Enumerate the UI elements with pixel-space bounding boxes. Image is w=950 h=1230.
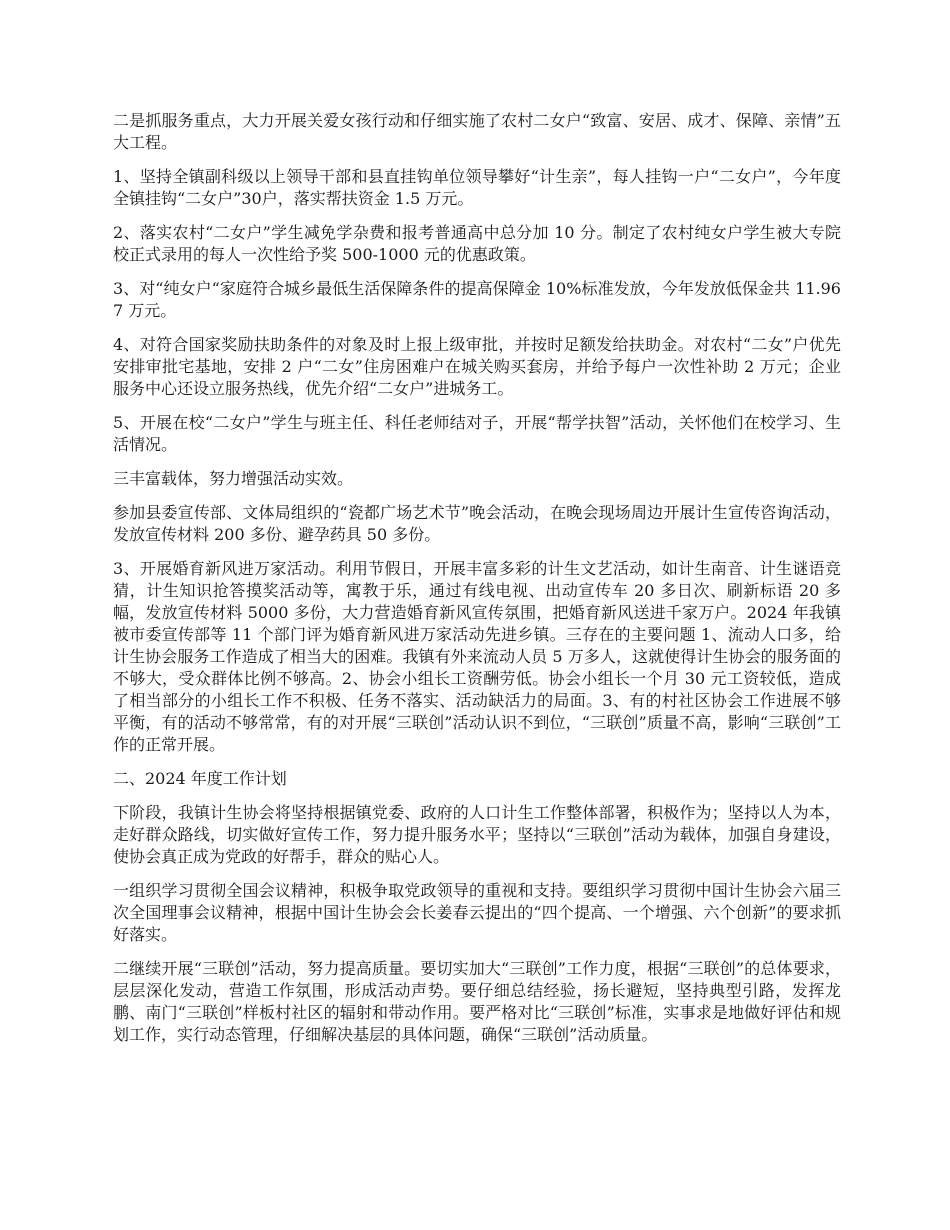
paragraph: 下阶段，我镇计生协会将坚持根据镇党委、政府的人口计生工作整体部署，积极作为；坚持以人为本，走好群众路线，切实做好宣传工作，努力提升服务水平；坚持以“三联创”活动为载体，加强自身建设，使协会真正成为党政的好帮手，群众的贴心人。	[113, 803, 841, 866]
paragraph: 二继续开展“三联创”活动，努力提高质量。要切实加大“三联创”工作力度，根据“三联创”的总体要求，层层深化发动，营造工作氛围，形成活动声势。要仔细总结经验，扬长避短，坚持典型引路，发挥龙鹏、南门“三联创”样板村社区的辐射和带动作用。要严格对比“三联创”标准，实事求是地做好评估和规划工作，实行动态管理，仔细解决基层的具体问题，确保“三联创”活动质量。	[113, 959, 841, 1044]
paragraph: 4、对符合国家奖励扶助条件的对象及时上报上级审批，并按时足额发给扶助金。对农村“二女”户优先安排审批宅基地，安排 2 户“二女”住房困难户在城关购买套房，并给予每户一次性补助 2 万元；企业服务中心还设立服务热线，优先介绍“二女户”进城务工。	[113, 335, 841, 398]
paragraph: 3、开展婚育新风进万家活动。利用节假日，开展丰富多彩的计生文艺活动，如计生南音、计生谜语竞猜，计生知识抢答摸奖活动等，寓教于乐，通过有线电视、出动宣传车 20 多日次、刷新标语 20 多幅，发放宣传材料 5000 多份，大力营造婚育新风宣传氛围，把婚育新风送进千家万户。2024 年我镇被市委宣传部等 11 个部门评为婚育新风进万家活动先进乡镇。三存在的主要问题 1、流动人口多，给计生协会服务工作造成了相当大的困难。我镇有外来流动人员 5 万多人，这就使得计生协会的服务面的不够大，受众群体比例不够高。2、协会小组长工资酬劳低。协会小组长一个月 30 元工资较低，造成了相当部分的小组长工作不积极、任务不落实、活动缺活力的局面。3、有的村社区协会工作进展不够平衡，有的活动不够常常，有的对开展“三联创”活动认识不到位，“三联创”质量不高，影响“三联创”工作的正常开展。	[113, 559, 841, 754]
paragraph: 一组织学习贯彻全国会议精神，积极争取党政领导的重视和支持。要组织学习贯彻中国计生协会六届三次全国理事会议精神，根据中国计生协会会长姜春云提出的“四个提高、一个增强、六个创新”的要求抓好落实。	[113, 881, 841, 944]
document-body	[113, 110, 841, 1058]
paragraph: 3、对“纯女户“家庭符合城乡最低生活保障条件的提高保障金 10%标准发放，今年发放低保金共 11.967 万元。	[113, 279, 841, 320]
paragraph: 5、开展在校“二女户”学生与班主任、科任老师结对子，开展“帮学扶智”活动，关怀他们在校学习、生活情况。	[113, 413, 841, 454]
section-heading: 二、2024 年度工作计划	[113, 769, 287, 788]
paragraph: 2、落实农村“二女户”学生减免学杂费和报考普通高中总分加 10 分。制定了农村纯女户学生被大专院校正式录用的每人一次性给予奖 500-1000 元的优惠政策。	[113, 223, 841, 264]
paragraph: 参加县委宣传部、文体局组织的“瓷都广场艺术节”晚会活动，在晚会现场周边开展计生宣传咨询活动，发放宣传材料 200 多份、避孕药具 50 多份。	[113, 503, 841, 544]
paragraph: 二是抓服务重点，大力开展关爱女孩行动和仔细实施了农村二女户“致富、安居、成才、保障、亲情”五大工程。	[113, 111, 841, 152]
paragraph: 1、坚持全镇副科级以上领导干部和县直挂钩单位领导攀好“计生亲”，每人挂钩一户“二女户”，今年度全镇挂钩“二女户”30户，落实帮扶资金 1.5 万元。	[113, 167, 841, 208]
section-heading: 三丰富载体，努力增强活动实效。	[113, 469, 354, 488]
